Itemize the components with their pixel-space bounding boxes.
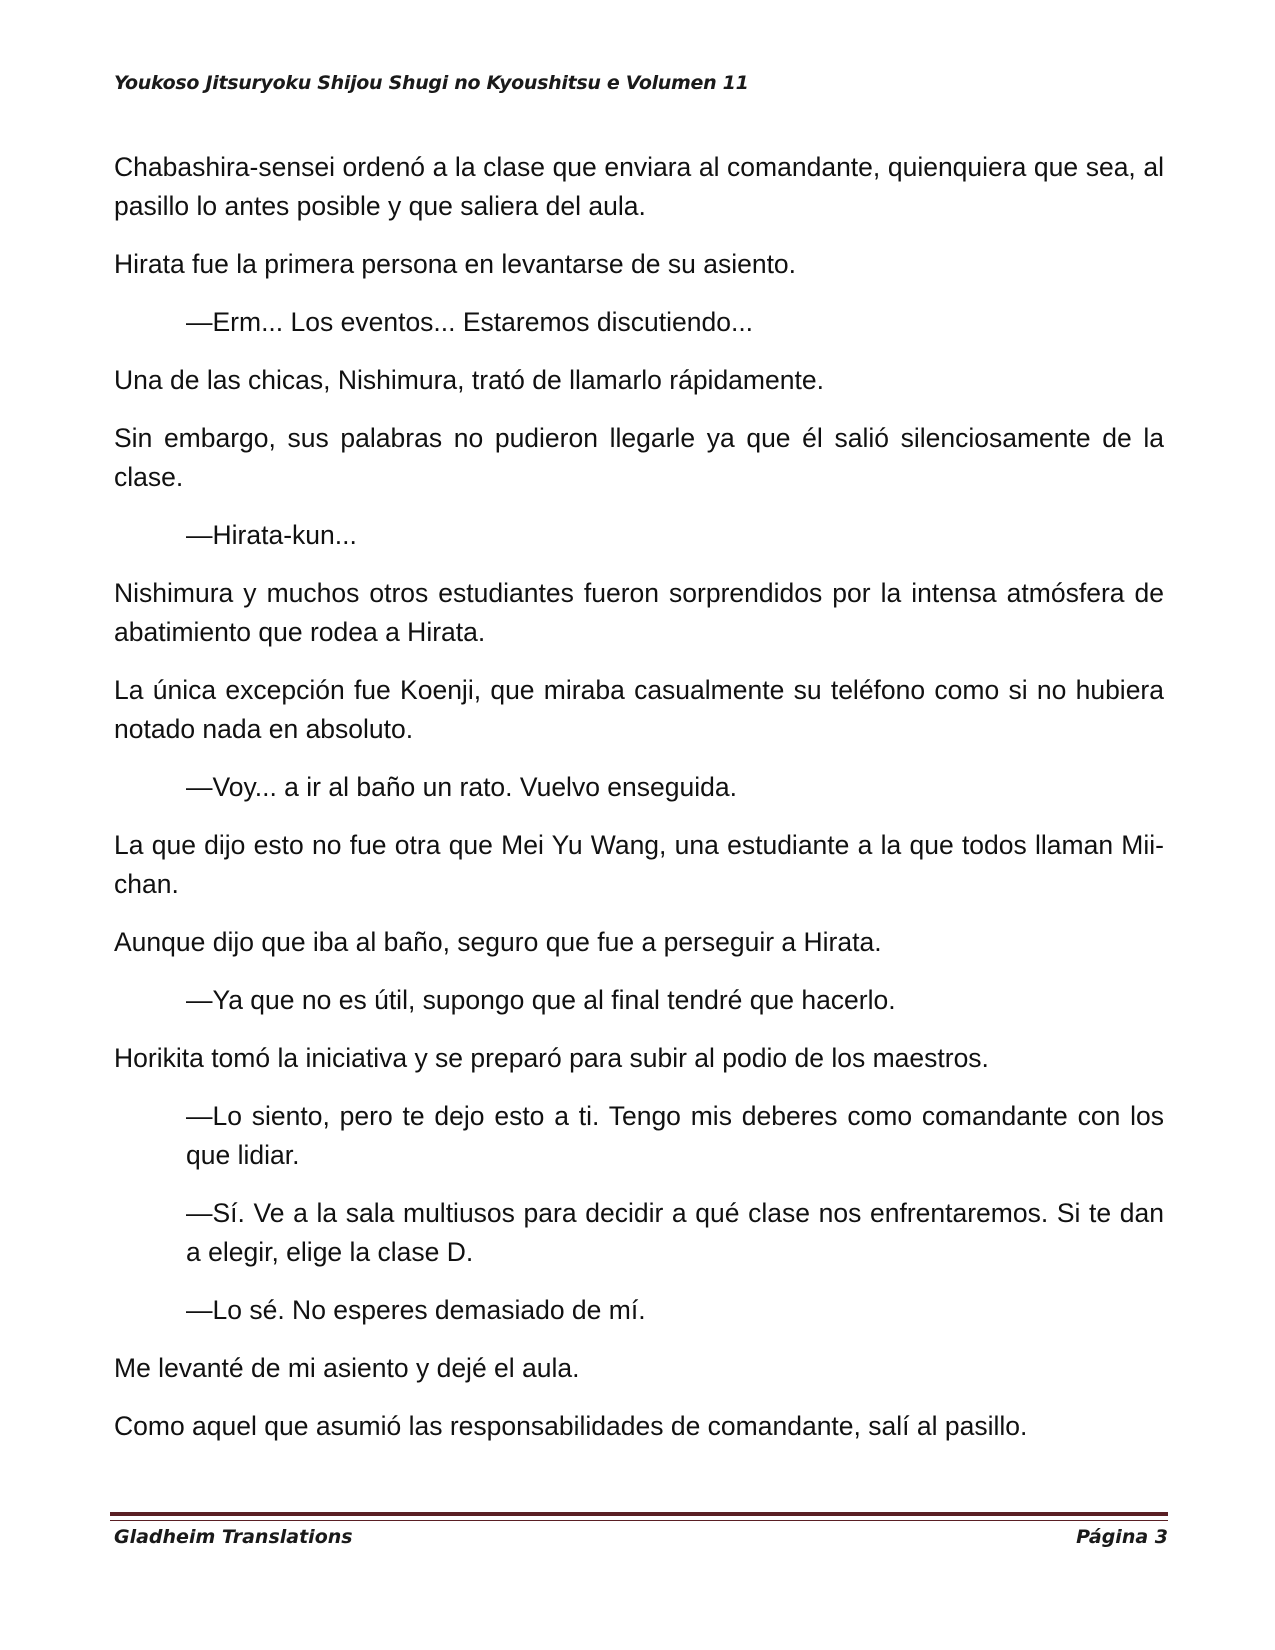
dialogue-line: —Voy... a ir al baño un rato. Vuelvo enseguida. bbox=[186, 772, 737, 802]
paragraph: Horikita tomó la iniciativa y se preparó para subir al podio de los maestros. bbox=[114, 1043, 989, 1073]
page-header-title: Youkoso Jitsuryoku Shijou Shugi no Kyoushitsu e Volumen 11 bbox=[114, 72, 749, 94]
dialogue-line: —Sí. Ve a la sala multiusos para decidir a qué clase nos enfrentaremos. Si te dan a elegir, elige la clase D. bbox=[186, 1198, 1164, 1267]
dialogue-line: —Erm... Los eventos... Estaremos discutiendo... bbox=[186, 307, 754, 337]
paragraph: Nishimura y muchos otros estudiantes fueron sorprendidos por la intensa atmósfera de abatimiento que rodea a Hirata. bbox=[114, 578, 1164, 647]
paragraph: Chabashira-sensei ordenó a la clase que enviara al comandante, quienquiera que sea, al pasillo lo antes posible y que saliera del aula. bbox=[114, 152, 1164, 221]
paragraph: Hirata fue la primera persona en levantarse de su asiento. bbox=[114, 249, 797, 279]
footer-divider-thin bbox=[110, 1520, 1168, 1521]
document-body bbox=[114, 148, 1164, 1465]
paragraph: Como aquel que asumió las responsabilidades de comandante, salí al pasillo. bbox=[114, 1411, 1028, 1441]
paragraph: Una de las chicas, Nishimura, trató de llamarlo rápidamente. bbox=[114, 365, 824, 395]
paragraph: Me levanté de mi asiento y dejé el aula. bbox=[114, 1353, 580, 1383]
paragraph: La única excepción fue Koenji, que miraba casualmente su teléfono como si no hubiera notado nada en absoluto. bbox=[114, 675, 1164, 744]
dialogue-line: —Ya que no es útil, supongo que al final tendré que hacerlo. bbox=[186, 985, 896, 1015]
dialogue-line: —Lo siento, pero te dejo esto a ti. Tengo mis deberes como comandante con los que lidiar. bbox=[186, 1101, 1164, 1170]
page-number: Página 3 bbox=[1076, 1526, 1168, 1548]
paragraph: Aunque dijo que iba al baño, seguro que fue a perseguir a Hirata. bbox=[114, 927, 882, 957]
dialogue-line: —Lo sé. No esperes demasiado de mí. bbox=[186, 1295, 646, 1325]
footer-divider-thick bbox=[110, 1512, 1168, 1516]
footer-credit: Gladheim Translations bbox=[114, 1526, 353, 1548]
dialogue-line: —Hirata-kun... bbox=[186, 520, 357, 550]
paragraph: Sin embargo, sus palabras no pudieron llegarle ya que él salió silenciosamente de la clase. bbox=[114, 423, 1164, 492]
paragraph: La que dijo esto no fue otra que Mei Yu Wang, una estudiante a la que todos llaman Mii-chan. bbox=[114, 830, 1164, 899]
